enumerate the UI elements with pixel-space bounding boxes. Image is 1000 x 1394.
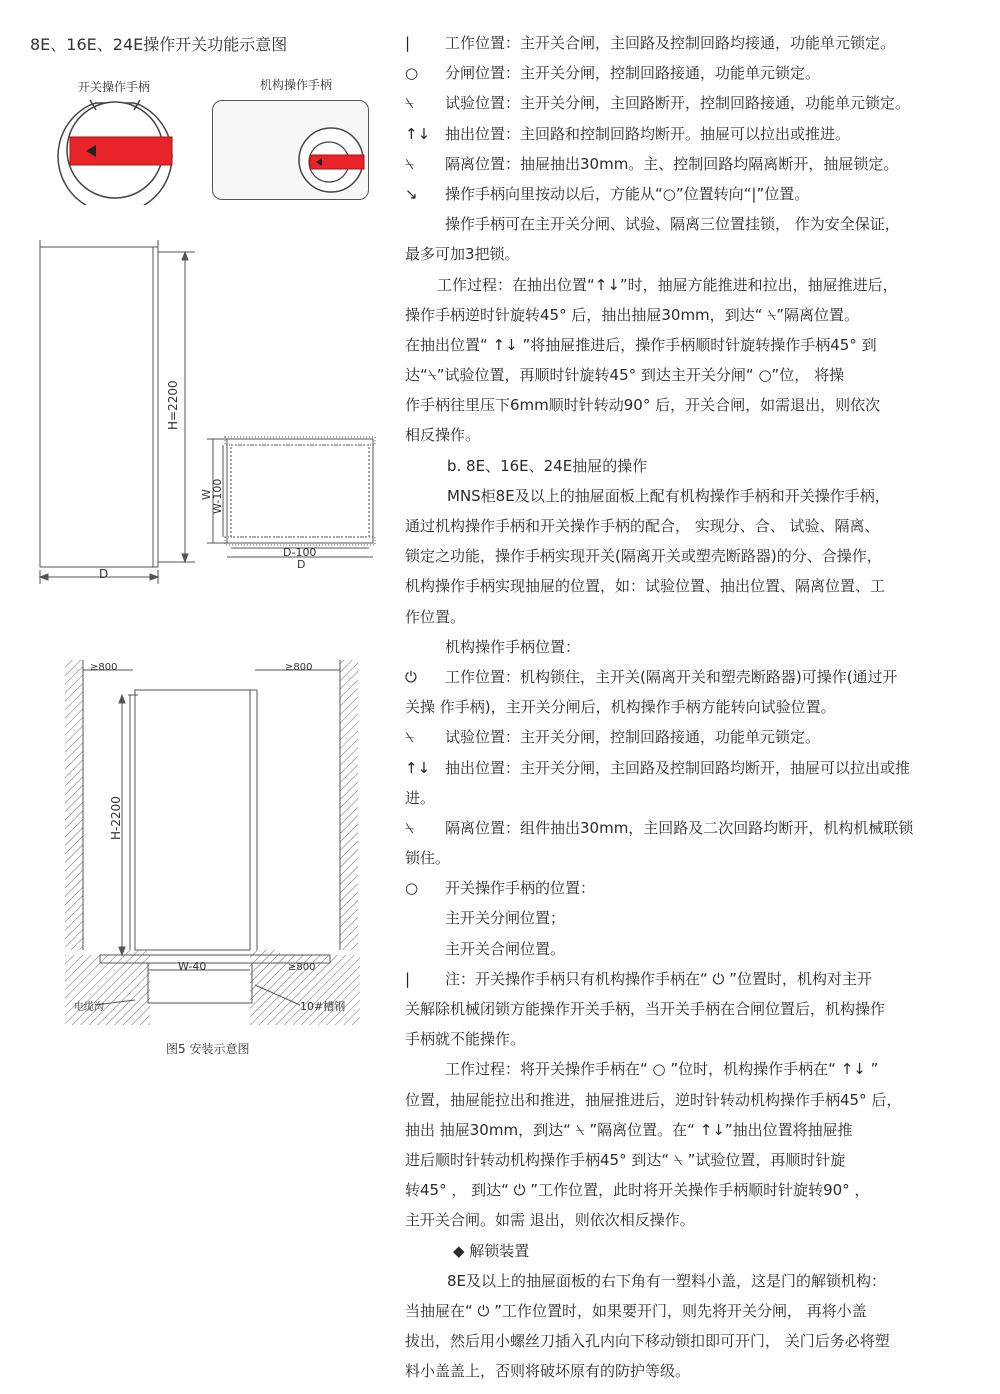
open-position-icon: ○ bbox=[405, 879, 419, 898]
figure-caption: 图5 安装示意图 bbox=[166, 1042, 250, 1056]
paragraph-line: 手柄就不能操作。 bbox=[405, 1030, 526, 1049]
paragraph-line: 锁住。 bbox=[405, 849, 451, 868]
paragraph-line: 关操 作手柄)，主开关分闸后，机构操作手柄方能转向试验位置。 bbox=[405, 698, 836, 717]
paragraph-line: 进。 bbox=[405, 788, 436, 807]
cabinet-dimension-drawing bbox=[35, 232, 380, 592]
section-heading: 机构操作手柄位置： bbox=[445, 637, 581, 656]
paragraph-line: 机构操作手柄实现抽屉的位置，如：试验位置、抽出位置、隔离位置、工 bbox=[405, 577, 886, 596]
switch-handle-label: 开关操作手柄 bbox=[78, 80, 151, 94]
mech-handle-knob bbox=[296, 125, 366, 195]
section-heading: b. 8E、16E、24E抽屉的操作 bbox=[447, 456, 648, 475]
push-handle-icon: ↘ bbox=[405, 184, 418, 203]
w40-label: W-40 bbox=[178, 960, 207, 973]
paragraph-line: 工作过程：在抽出位置“↑↓”时，抽屉方能推进和拉出，抽屉推进后， bbox=[437, 275, 898, 294]
paragraph-line: 料小盖盖上，否则将破坏原有的防护等级。 bbox=[405, 1362, 691, 1381]
channel-steel-label: 10#槽钢 bbox=[300, 1000, 346, 1013]
open-position-icon: ○ bbox=[405, 64, 419, 83]
depth-label: D bbox=[99, 567, 109, 581]
paragraph-line: 操作手柄可在主开关分闸、试验、隔离三位置挂锁， 作为安全保证， bbox=[445, 215, 900, 234]
paragraph-line: 主开关分闸位置； bbox=[445, 909, 566, 928]
paragraph-line: 操作手柄逆时针旋转45° 后，抽出抽屉30mm，到达“ ⍀”隔离位置。 bbox=[405, 305, 859, 324]
d-label: D bbox=[297, 558, 306, 571]
withdraw-position-icon: ↑↓ bbox=[405, 124, 431, 143]
paragraph-line: 拔出，然后用小螺丝刀插入孔内向下移动锁扣即可开门， 关门后务必将塑 bbox=[405, 1332, 890, 1351]
description-text: | 工作位置：主开关合闸，主回路及控制回路均接通，功能单元锁定。 ○ 分闸位置：主开关分闸，控制回路接通，功能单元锁定。 ⍀ 试验位置：主开关分闸，主回路断开，控制回路接通，功能单元锁定。 ↑↓ 抽出位置：主回路和控制回路均断开。抽屉可以拉出或推进。 ⍀ 隔离位置：抽屉抽出30mm。主、控制回路均隔离断开，抽屉锁定。 ↘ 操作手柄向里按动以后，方能从“○”位置转向“|”位置。 操作手柄可在主开关分闸、试验、隔离三位置挂锁， 作为安全保证， 最多可加3把锁。 工作过程：在抽出位置“↑↓”时，抽屉方能推进和拉出，抽屉推进后， 操作手柄逆时针旋转45° 后，抽出抽屉30mm，到达“ ⍀”隔离位置。 在抽出位置“ ↑↓ ”将抽屉推进后，操作手柄顺时针旋转操作手柄45° 到 达“⍀”试验位置，再顺时针旋转45° 到达主开关分闸“ ○”位， 将操 作手柄往里压下6mm顺时针转动90° 后，开关合闸，如需退出，则依次 相反操作。 b. 8E、16E、24E抽屉的操作 MNS柜8E及以上的抽屉面板上配有机构操作手柄和开关操作手柄， 通过机构操作手柄和开关操作手柄的配合， 实现分、合、 试验、隔离、 锁定之功能，操作手柄实现开关(隔离开关或塑壳断路器)的分、合操作， 机构操作手柄实现抽屉的位置，如：试验位置、抽出位置、隔离位置、工 作位置。 机构操作手柄位置： ⏻ 工作位置：机构锁住，主开关(隔离开关和塑壳断路器)可操作(通过开 关操 作手柄)，主开关分闸后，机构操作手柄方能转向试验位置。 ⍀ 试验位置：主开关分闸，控制回路接通，功能单元锁定。 ↑↓ 抽出位置：主开关分闸，主回路及控制回路均断开，抽屉可以拉出或推 进。 ⍀ 隔离位置：组件抽出30mm，主回路及二次回路均断开，机构机械联锁 锁住。 ○ 开关操作手柄的位置： 主开关分闸位置； 主开关合闸位置。 | 注：开关操作手柄只有机构操作手柄在“ ⏻ ”位置时，机构对主开 关解除机械闭锁方能操作开关手柄，当开关手柄在合闸位置后，机构操作 手柄就不能操作。 工作过程：将开关操作手柄在“ ○ ”位时，机构操作手柄在“ ↑↓ ” 位置，抽屉能拉出和推进，抽屉推进后，逆时针转动机构操作手柄45° 后， 抽出 抽屉30mm，到达“ ⍀ ”隔离位置。在“ ↑↓”抽出位置将抽屉推 进后顺时针转动机构操作手柄45° 到达“ ⍀ ”试验位置，再顺时针旋 转45° ， 到达“ ⏻ ”工作位置，此时将开关操作手柄顺时针旋转90° ， 主开关合闸。如需 退出，则依次相反操作。 ◆ 解锁装置 8E及以上的抽屉面板的右下角有一塑料小盖，这是门的解锁机构： 当抽屉在“ ⏻ ”工作位置时，如果要开门，则先将开关分闸， 再将小盖 拔出，然后用小螺丝刀插入孔内向下移动锁扣即可开门， 关门后务必将塑 料小盖盖上，否则将破坏原有的防护等级。 bbox=[405, 28, 985, 1386]
paragraph-line: 进后顺时针转动机构操作手柄45° 到达“ ⍀ ”试验位置，再顺时针旋 bbox=[405, 1150, 846, 1169]
w100-label: W-100 bbox=[211, 478, 224, 514]
paragraph-line: 转45° ， 到达“ ⏻ ”工作位置，此时将开关操作手柄顺时针旋转90° ， bbox=[405, 1181, 870, 1200]
install-height-label: H-2200 bbox=[109, 796, 123, 840]
paragraph-line: 通过机构操作手柄和开关操作手柄的配合， 实现分、合、 试验、隔离、 bbox=[405, 517, 880, 535]
height-label: H=2200 bbox=[166, 380, 180, 430]
line-open-position: ○ 分闸位置：主开关分闸，控制回路接通，功能单元锁定。 bbox=[405, 58, 985, 88]
test-position-icon: ⍀ bbox=[405, 728, 415, 747]
cable-trench-label: 电缆沟 bbox=[74, 1002, 104, 1013]
paragraph-line: 位置，抽屉能拉出和推进，抽屉推进后，逆时针转动机构操作手柄45° 后， bbox=[405, 1090, 902, 1109]
switch-handle-illustration bbox=[50, 95, 180, 205]
work-position-icon: | bbox=[405, 34, 411, 52]
installation-drawing bbox=[60, 655, 365, 1030]
section-heading: ◆ 解锁装置 bbox=[453, 1241, 530, 1260]
paragraph-line: 作位置。 bbox=[405, 607, 466, 626]
paragraph-line: 主开关合闸位置。 bbox=[445, 939, 566, 958]
line-test-position: ⍀ 试验位置：主开关分闸，主回路断开，控制回路接通，功能单元锁定。 bbox=[405, 88, 985, 118]
paragraph-line: 在抽出位置“ ↑↓ ”将抽屉推进后，操作手柄顺时针旋转操作手柄45° 到 bbox=[405, 335, 877, 354]
isolate-position-icon: ⍀ bbox=[405, 818, 415, 837]
w-label: W bbox=[200, 489, 213, 500]
paragraph-line: 工作过程：将开关操作手柄在“ ○ ”位时，机构操作手柄在“ ↑↓ ” bbox=[445, 1060, 879, 1079]
line-push-handle: ↘ 操作手柄向里按动以后，方能从“○”位置转向“|”位置。 bbox=[405, 179, 985, 209]
paragraph-line: 关解除机械闭锁方能操作开关手柄，当开关手柄在合闸位置后，机构操作 bbox=[405, 1000, 886, 1018]
paragraph-line: 相反操作。 bbox=[405, 426, 481, 445]
paragraph-line: 锁定之功能，操作手柄实现开关(隔离开关或塑壳断路器)的分、合操作， bbox=[405, 547, 882, 566]
withdraw-position-icon: ↑↓ bbox=[405, 758, 431, 777]
isolate-position-icon: ⍀ bbox=[405, 154, 415, 173]
clear-right-label: ≥800 bbox=[285, 662, 313, 673]
work-position-icon: | bbox=[405, 969, 411, 988]
clear-left-label: ≥800 bbox=[90, 662, 118, 673]
diagram-title: 8E、16E、24E操作开关功能示意图 bbox=[30, 35, 288, 54]
paragraph-line: 最多可加3把锁。 bbox=[405, 245, 520, 264]
paragraph-line: 抽出 抽屉30mm，到达“ ⍀ ”隔离位置。在“ ↑↓”抽出位置将抽屉推 bbox=[405, 1120, 853, 1139]
line-work-position: | 工作位置：主开关合闸，主回路及控制回路均接通，功能单元锁定。 bbox=[405, 28, 985, 58]
paragraph-line: 作手柄往里压下6mm顺时针转动90° 后，开关合闸，如需退出，则依次 bbox=[405, 396, 881, 415]
d100-label: D-100 bbox=[283, 546, 317, 559]
paragraph-line: MNS柜8E及以上的抽屉面板上配有机构操作手柄和开关操作手柄， bbox=[447, 486, 890, 505]
clear-bottom-label: ≥800 bbox=[288, 962, 316, 973]
line-withdraw-position: ↑↓ 抽出位置：主回路和控制回路均断开。抽屉可以拉出或推进。 bbox=[405, 119, 985, 149]
test-position-icon: ⍀ bbox=[405, 94, 415, 113]
paragraph-line: 8E及以上的抽屉面板的右下角有一塑料小盖，这是门的解锁机构： bbox=[447, 1271, 887, 1290]
paragraph-line: 当抽屉在“ ⏻ ”工作位置时，如果要开门，则先将开关分闸， 再将小盖 bbox=[405, 1301, 867, 1320]
line-isolate-position: ⍀ 隔离位置：抽屉抽出30mm。主、控制回路均隔离断开，抽屉锁定。 bbox=[405, 149, 985, 179]
power-icon: ⏻ bbox=[405, 667, 417, 686]
mech-handle-label: 机构操作手柄 bbox=[260, 78, 333, 92]
paragraph-line: 达“⍀”试验位置，再顺时针旋转45° 到达主开关分闸“ ○”位， 将操 bbox=[405, 366, 845, 385]
paragraph-line: 主开关合闸。如需 退出，则依次相反操作。 bbox=[405, 1211, 695, 1230]
